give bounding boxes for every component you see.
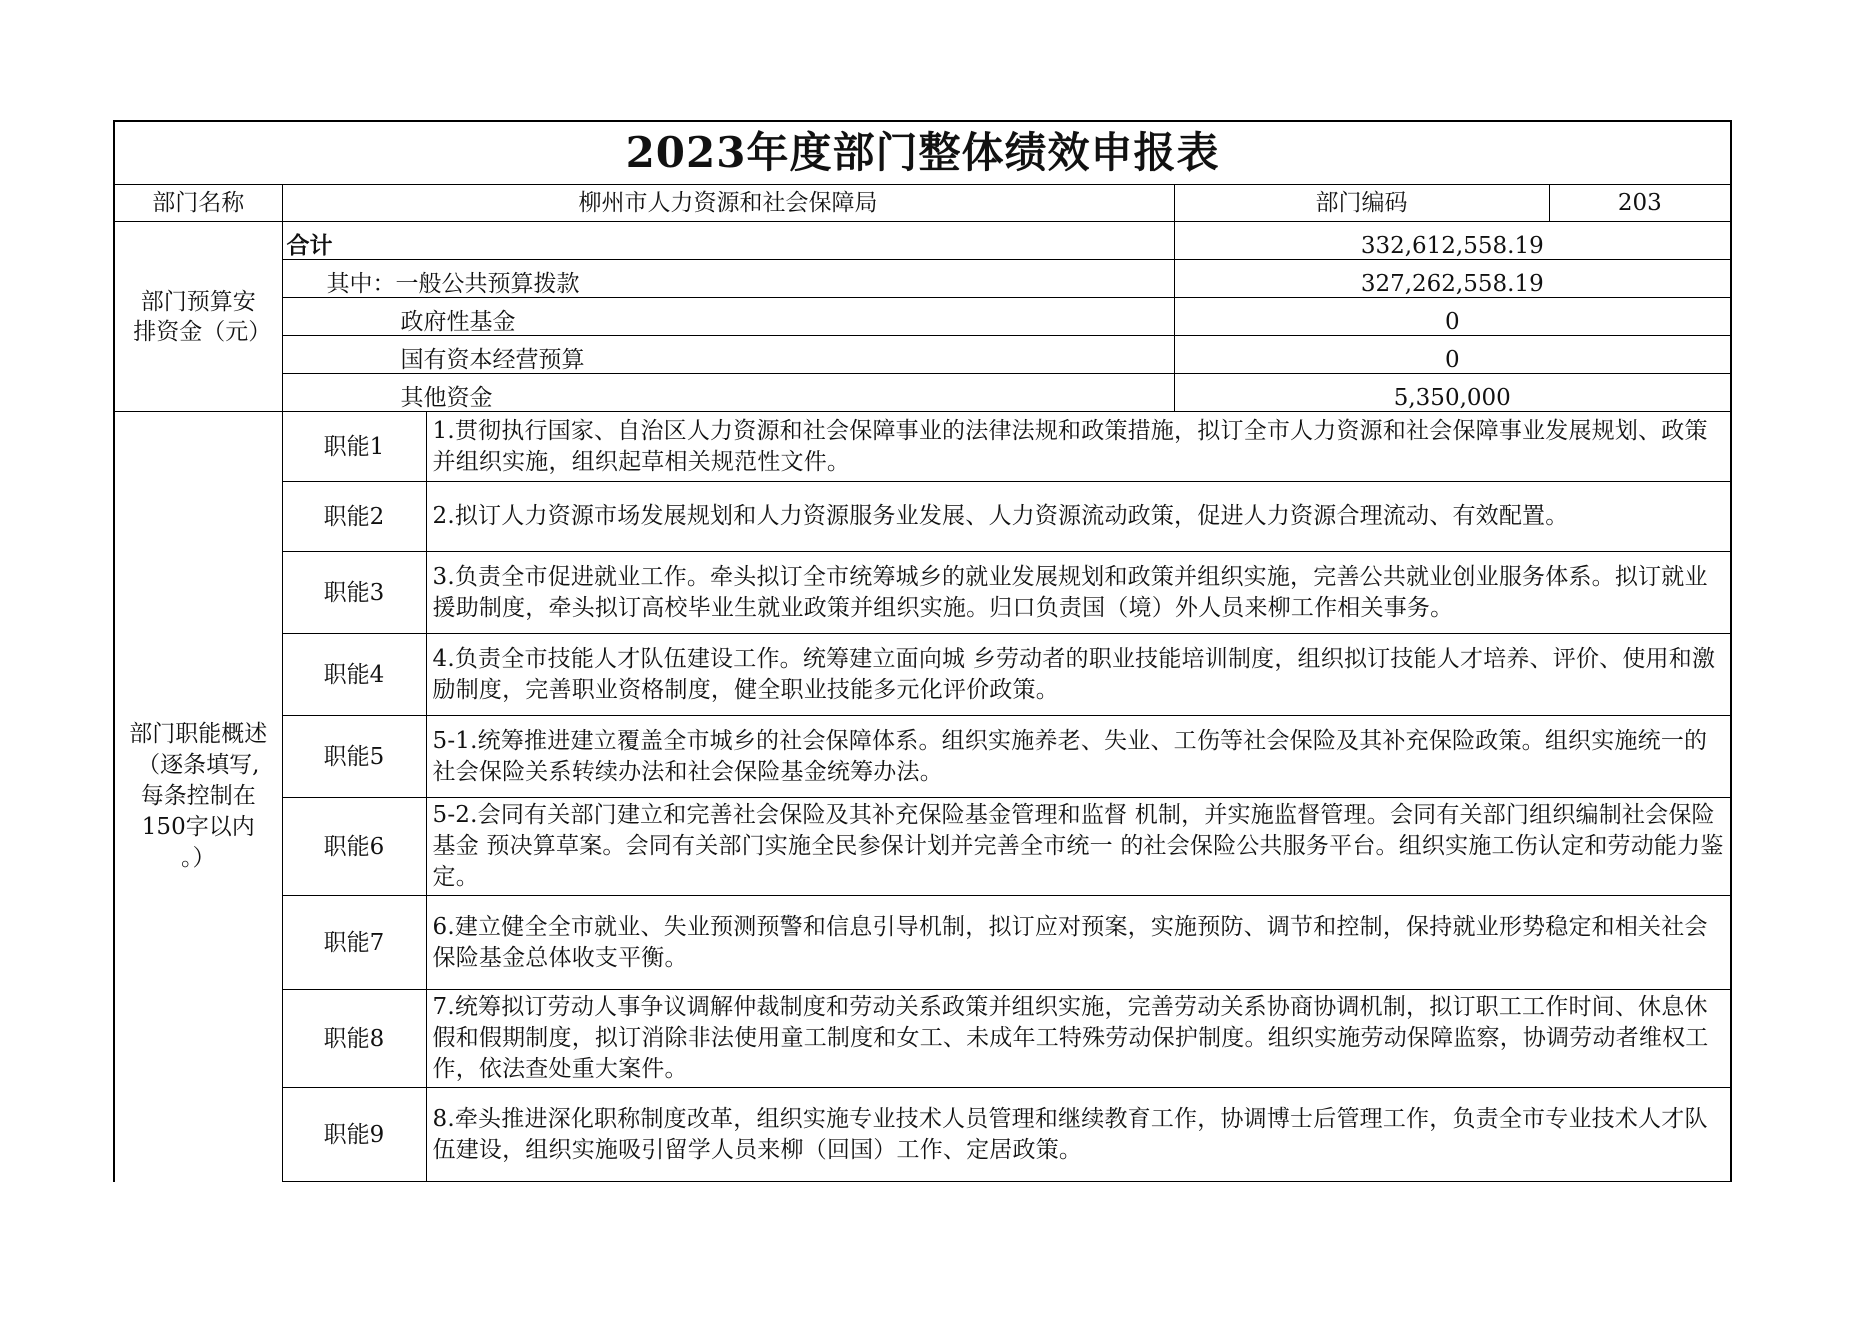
budget-label-state-capital: 国有资本经营预算 <box>282 336 1174 374</box>
function-row <box>114 1088 1731 1182</box>
budget-value-general: 327,262,558.19 <box>1174 260 1731 298</box>
function-row <box>114 990 1731 1088</box>
function-section-label <box>114 412 282 1182</box>
function-description: 2.拟订人力资源市场发展规划和人力资源服务业发展、人力资源流动政策，促进人力资源合理流动、有效配置。 <box>426 482 1731 552</box>
function-name: 职能8 <box>282 990 426 1088</box>
function-row <box>114 482 1731 552</box>
budget-value-other: 5,350,000 <box>1174 374 1731 412</box>
function-section-label-line: 150字以内 <box>141 814 255 841</box>
budget-row-gov-fund <box>114 298 1731 336</box>
function-section-label-line: 。） <box>181 845 216 872</box>
budget-row-total <box>114 222 1731 260</box>
function-section-label-line: 部门职能概述 <box>129 721 268 748</box>
budget-row-other <box>114 374 1731 412</box>
function-row <box>114 552 1731 634</box>
function-description: 1.贯彻执行国家、自治区人力资源和社会保障事业的法律法规和政策措施，拟订全市人力资源和社会保障事业发展规划、政策并组织实施，组织起草相关规范性文件。 <box>426 412 1731 482</box>
function-description: 4.负责全市技能人才队伍建设工作。统筹建立面向城 乡劳动者的职业技能培训制度，组织拟订技能人才培养、评价、使用和激励制度，完善职业资格制度，健全职业技能多元化评价政策。 <box>426 634 1731 716</box>
function-description: 8.牵头推进深化职称制度改革，组织实施专业技术人员管理和继续教育工作，协调博士后管理工作，负责全市专业技术人才队伍建设，组织实施吸引留学人员来柳（回国）工作、定居政策。 <box>426 1088 1731 1182</box>
function-name: 职能2 <box>282 482 426 552</box>
function-name: 职能7 <box>282 896 426 990</box>
form-title: 2023年度部门整体绩效申报表 <box>114 121 1731 185</box>
function-description: 5-1.统筹推进建立覆盖全市城乡的社会保障体系。组织实施养老、失业、工伤等社会保险及其补充保险政策。组织实施统一的社会保险关系转续办法和社会保险基金统筹办法。 <box>426 716 1731 798</box>
performance-form-sheet <box>113 120 1730 1182</box>
function-name: 职能6 <box>282 798 426 896</box>
budget-label-total: 合计 <box>282 222 1174 260</box>
dept-code-value: 203 <box>1549 185 1731 222</box>
budget-section-label <box>114 222 282 412</box>
budget-value-gov-fund: 0 <box>1174 298 1731 336</box>
function-name: 职能9 <box>282 1088 426 1182</box>
budget-section-label-text: 部门预算安排资金（元） <box>133 288 272 345</box>
budget-row-general <box>114 260 1731 298</box>
function-name: 职能1 <box>282 412 426 482</box>
function-row <box>114 412 1731 482</box>
dept-code-label: 部门编码 <box>1174 185 1549 222</box>
dept-header-row <box>114 185 1731 222</box>
function-name: 职能5 <box>282 716 426 798</box>
function-description: 3.负责全市促进就业工作。牵头拟订全市统筹城乡的就业发展规划和政策并组织实施，完善公共就业创业服务体系。拟订就业援助制度，牵头拟订高校毕业生就业政策并组织实施。归口负责国（境）外人员来柳工作相关事务。 <box>426 552 1731 634</box>
budget-value-total: 332,612,558.19 <box>1174 222 1731 260</box>
function-description: 5-2.会同有关部门建立和完善社会保险及其补充保险基金管理和监督 机制，并实施监督管理。会同有关部门组织编制社会保险基金 预决算草案。会同有关部门实施全民参保计划并完善全市统一 的社会保险公共服务平台。组织实施工伤认定和劳动能力鉴定。 <box>426 798 1731 896</box>
budget-value-state-capital: 0 <box>1174 336 1731 374</box>
function-name: 职能3 <box>282 552 426 634</box>
dept-name-label: 部门名称 <box>114 185 282 222</box>
function-section-label-line: （逐条填写, <box>137 752 260 779</box>
budget-row-state-capital <box>114 336 1731 374</box>
function-row <box>114 716 1731 798</box>
performance-table <box>113 120 1732 1182</box>
function-row <box>114 634 1731 716</box>
function-description: 7.统筹拟订劳动人事争议调解仲裁制度和劳动关系政策并组织实施，完善劳动关系协商协调机制，拟订职工工作时间、休息休假和假期制度，拟订消除非法使用童工制度和女工、未成年工特殊劳动保护制度。组织实施劳动保障监察，协调劳动者维权工作，依法查处重大案件。 <box>426 990 1731 1088</box>
title-row <box>114 121 1731 185</box>
function-row <box>114 896 1731 990</box>
dept-name-value: 柳州市人力资源和社会保障局 <box>282 185 1174 222</box>
function-description: 6.建立健全全市就业、失业预测预警和信息引导机制，拟订应对预案，实施预防、调节和控制，保持就业形势稳定和相关社会保险基金总体收支平衡。 <box>426 896 1731 990</box>
budget-label-gov-fund: 政府性基金 <box>282 298 1174 336</box>
budget-label-general: 其中：一般公共预算拨款 <box>282 260 1174 298</box>
function-name: 职能4 <box>282 634 426 716</box>
budget-label-other: 其他资金 <box>282 374 1174 412</box>
function-row <box>114 798 1731 896</box>
function-section-label-line: 每条控制在 <box>140 783 256 810</box>
